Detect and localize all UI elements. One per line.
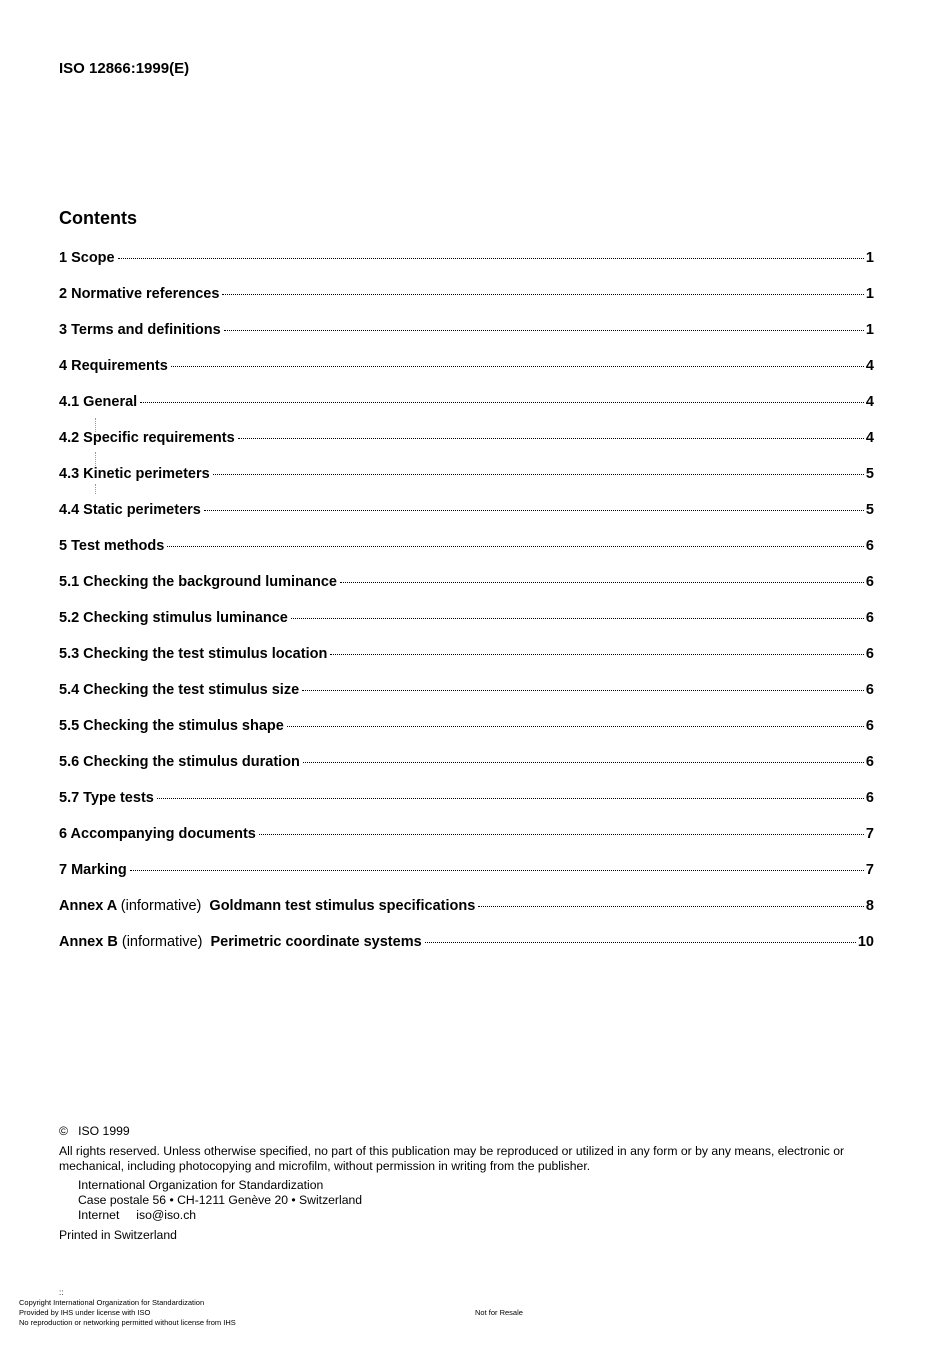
toc-leader (478, 906, 864, 907)
toc-leader (130, 870, 864, 871)
toc-leader (287, 726, 864, 727)
toc-entry-test-methods[interactable] (59, 538, 874, 574)
toc-entry-page: 5 (865, 502, 874, 518)
toc-leader (238, 438, 864, 439)
rights-statement: All rights reserved. Unless otherwise specified, no part of this publication may be reproduced or utilized in any form or by any means, electronic or mechanical, including photocopying and microfilm, without permission in writing from the publisher. (59, 1144, 845, 1173)
toc-entry-label: 5.2 Checking stimulus luminance (59, 610, 288, 626)
toc-entry-label: 4.1 General (59, 394, 138, 410)
scan-mark (95, 484, 96, 494)
toc-entry-label: 5.4 Checking the test stimulus size (59, 682, 300, 698)
toc-entry-label: 4.4 Static perimeters (59, 502, 201, 518)
toc-entry-page: 6 (865, 790, 874, 806)
toc-entry-page: 4 (865, 358, 874, 374)
scan-mark (95, 418, 96, 432)
toc-entry-page: 6 (865, 682, 874, 698)
toc-leader (167, 546, 864, 547)
annex-title: Goldmann test stimulus specifications (209, 898, 476, 914)
internet-line (78, 1208, 879, 1223)
toc-leader (259, 834, 864, 835)
toc-leader (291, 618, 864, 619)
toc-entry-page: 7 (865, 862, 874, 878)
toc-entry-stimulus-shape[interactable] (59, 718, 874, 754)
toc-entry-label: 4 Requirements (59, 358, 168, 374)
toc-entry-page: 6 (865, 718, 874, 734)
annex-qualifier: (informative) (121, 934, 203, 950)
toc-entry-label: 3 Terms and definitions (59, 322, 221, 338)
toc-leader (171, 366, 864, 367)
annex-prefix: Annex A (59, 898, 117, 914)
copyright-year: ISO 1999 (78, 1124, 130, 1138)
toc-entry-kinetic-perimeters[interactable] (59, 466, 874, 502)
toc-entry-marking[interactable] (59, 862, 874, 898)
toc-entry-label: 1 Scope (59, 250, 115, 266)
toc-leader (425, 942, 856, 943)
footer-line-license: No reproduction or networking permitted without license from IHS (19, 1318, 236, 1327)
toc-leader (157, 798, 864, 799)
toc-entry-label: 5 Test methods (59, 538, 165, 554)
toc-entry-page: 1 (865, 286, 874, 302)
copyright-block (59, 1124, 879, 1243)
toc-entry-label (59, 934, 422, 950)
license-footer (19, 1288, 919, 1328)
toc-leader (303, 762, 864, 763)
annex-title: Perimetric coordinate systems (210, 934, 422, 950)
toc-leader (222, 294, 864, 295)
scan-mark (95, 452, 96, 466)
toc-entry-general[interactable] (59, 394, 874, 430)
toc-leader (302, 690, 864, 691)
toc-entry-page: 6 (865, 538, 874, 554)
toc-entry-label: 2 Normative references (59, 286, 220, 302)
toc-leader (330, 654, 864, 655)
toc-entry-page: 6 (865, 754, 874, 770)
toc-entry-stimulus-size[interactable] (59, 682, 874, 718)
toc-entry-background-luminance[interactable] (59, 574, 874, 610)
toc-entry-specific-requirements[interactable] (59, 430, 874, 466)
toc-entry-label: 5.5 Checking the stimulus shape (59, 718, 284, 734)
toc-entry-stimulus-luminance[interactable] (59, 610, 874, 646)
toc-entry-annex-a[interactable] (59, 898, 874, 934)
toc-entry-accompanying-documents[interactable] (59, 826, 874, 862)
toc-entry-static-perimeters[interactable] (59, 502, 874, 538)
toc-entry-page: 10 (857, 934, 874, 950)
postal-address: Case postale 56 • CH-1211 Genève 20 • Switzerland (78, 1193, 363, 1207)
toc-entry-page: 8 (865, 898, 874, 914)
toc-entry-stimulus-duration[interactable] (59, 754, 874, 790)
toc-entry-page: 4 (865, 394, 874, 410)
toc-entry-label: 4.2 Specific requirements (59, 430, 235, 446)
table-of-contents (59, 250, 874, 970)
toc-entry-scope[interactable] (59, 250, 874, 286)
toc-entry-label: 4.3 Kinetic perimeters (59, 466, 210, 482)
toc-entry-normative-references[interactable] (59, 286, 874, 322)
internet-label: Internet (78, 1208, 120, 1222)
toc-leader (140, 402, 864, 403)
org-name: International Organization for Standardization (78, 1178, 324, 1192)
footer-mark: :: (59, 1288, 64, 1297)
toc-entry-page: 5 (865, 466, 874, 482)
toc-entry-page: 4 (865, 430, 874, 446)
toc-entry-label: 7 Marking (59, 862, 127, 878)
toc-entry-stimulus-location[interactable] (59, 646, 874, 682)
toc-entry-terms-and-definitions[interactable] (59, 322, 874, 358)
document-id: ISO 12866:1999(E) (59, 60, 190, 77)
publisher-address (59, 1178, 879, 1223)
footer-line-copyright: Copyright International Organization for Standardization (19, 1298, 205, 1307)
toc-entry-label: 5.6 Checking the stimulus duration (59, 754, 300, 770)
toc-entry-label: 5.1 Checking the background luminance (59, 574, 337, 590)
not-for-resale: Not for Resale (475, 1308, 523, 1317)
toc-entry-page: 6 (865, 646, 874, 662)
copyright-symbol: © (59, 1124, 68, 1138)
annex-qualifier: (informative) (120, 898, 202, 914)
toc-entry-annex-b[interactable] (59, 934, 874, 970)
toc-entry-label: 5.3 Checking the test stimulus location (59, 646, 328, 662)
toc-leader (213, 474, 864, 475)
annex-prefix: Annex B (59, 934, 118, 950)
toc-leader (224, 330, 864, 331)
footer-line-provided: Provided by IHS under license with ISO (19, 1308, 151, 1317)
toc-entry-label: 6 Accompanying documents (59, 826, 256, 842)
toc-entry-label: 5.7 Type tests (59, 790, 154, 806)
toc-entry-page: 1 (865, 250, 874, 266)
toc-entry-page: 7 (865, 826, 874, 842)
toc-leader (204, 510, 864, 511)
toc-entry-label (59, 898, 475, 914)
contents-title: Contents (59, 208, 137, 228)
copyright-line (59, 1124, 879, 1139)
toc-leader (118, 258, 864, 259)
toc-entry-page: 6 (865, 610, 874, 626)
toc-entry-requirements[interactable] (59, 358, 874, 394)
toc-leader (340, 582, 864, 583)
internet-email: iso@iso.ch (136, 1208, 197, 1222)
toc-entry-page: 6 (865, 574, 874, 590)
toc-entry-type-tests[interactable] (59, 790, 874, 826)
toc-entry-page: 1 (865, 322, 874, 338)
printed-in: Printed in Switzerland (59, 1228, 177, 1242)
